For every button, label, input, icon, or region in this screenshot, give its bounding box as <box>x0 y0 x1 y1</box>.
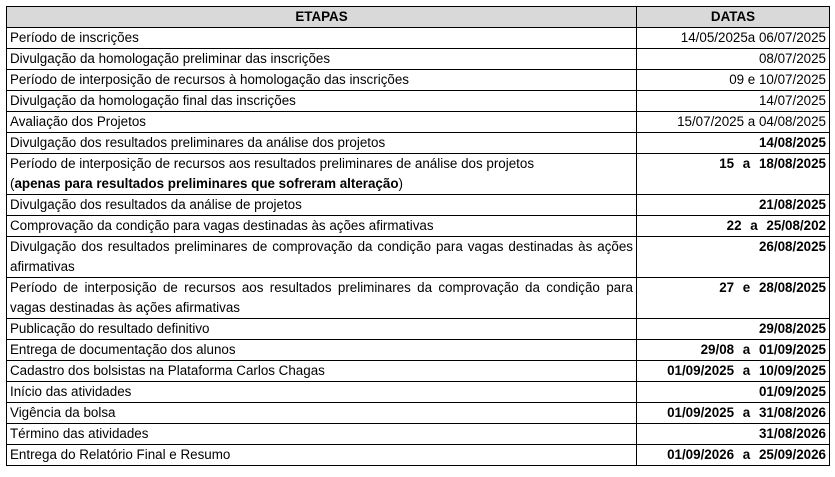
table-row <box>7 133 830 154</box>
etapa-note: apenas para resultados preliminares que sofreram alteração <box>14 176 399 191</box>
etapa-cell: Comprovação da condição para vagas destinadas às ações afirmativas <box>7 216 637 237</box>
table-row <box>7 319 830 340</box>
etapa-cell: Cadastro dos bolsistas na Plataforma Carlos Chagas <box>7 361 637 382</box>
etapa-note-close: ) <box>398 176 403 191</box>
header-etapas: ETAPAS <box>7 7 637 28</box>
etapa-cell: Divulgação dos resultados preliminares de comprovação da condição para vagas destinadas às ações afirmativas <box>7 237 637 278</box>
table-row <box>7 195 830 216</box>
etapa-cell: Entrega de documentação dos alunos <box>7 340 637 361</box>
etapa-cell: Entrega do Relatório Final e Resumo <box>7 445 637 466</box>
etapa-cell: Divulgação da homologação final das inscrições <box>7 91 637 112</box>
data-cell: 29/08 a 01/09/2025 <box>637 340 830 361</box>
table-row <box>7 278 830 319</box>
header-row <box>7 7 830 28</box>
etapa-cell: Avaliação dos Projetos <box>7 112 637 133</box>
data-cell: 29/08/2025 <box>637 319 830 340</box>
data-cell: 15/07/2025 a 04/08/2025 <box>637 112 830 133</box>
etapa-cell: Término das atividades <box>7 424 637 445</box>
etapa-cell: Divulgação da homologação preliminar das inscrições <box>7 49 637 70</box>
etapa-cell: Período de interposição de recursos à homologação das inscrições <box>7 70 637 91</box>
data-cell: 31/08/2026 <box>637 424 830 445</box>
table-row <box>7 49 830 70</box>
data-cell: 01/09/2025 a 31/08/2026 <box>637 403 830 424</box>
data-cell: 22 a 25/08/202 <box>637 216 830 237</box>
etapa-cell: Período de inscrições <box>7 28 637 49</box>
etapa-cell: Publicação do resultado definitivo <box>7 319 637 340</box>
etapa-cell: Período de interposição de recursos aos resultados preliminares da comprovação da condição para vagas destinadas às ações afirmativas <box>7 278 637 319</box>
table-row <box>7 340 830 361</box>
data-cell: 27 e 28/08/2025 <box>637 278 830 319</box>
data-cell: 21/08/2025 <box>637 195 830 216</box>
table-row <box>7 237 830 278</box>
data-cell: 01/09/2025 <box>637 382 830 403</box>
data-cell: 01/09/2026 a 25/09/2026 <box>637 445 830 466</box>
etapa-cell: Divulgação dos resultados da análise de projetos <box>7 195 637 216</box>
table-row <box>7 28 830 49</box>
table-row <box>7 361 830 382</box>
table-row <box>7 216 830 237</box>
etapa-text: Período de interposição de recursos aos resultados preliminares de análise dos projetos <box>10 156 535 171</box>
table-row <box>7 424 830 445</box>
etapa-cell: Divulgação dos resultados preliminares da análise dos projetos <box>7 133 637 154</box>
header-datas: DATAS <box>637 7 830 28</box>
data-cell: 15 a 18/08/2025 <box>637 154 830 195</box>
table-row <box>7 70 830 91</box>
schedule-table <box>6 6 830 466</box>
etapa-note-open: ( <box>10 176 15 191</box>
table-row <box>7 91 830 112</box>
etapa-cell <box>7 154 637 195</box>
table-row <box>7 403 830 424</box>
data-cell: 01/09/2025 a 10/09/2025 <box>637 361 830 382</box>
data-cell: 26/08/2025 <box>637 237 830 278</box>
data-cell: 08/07/2025 <box>637 49 830 70</box>
data-cell: 14/08/2025 <box>637 133 830 154</box>
data-cell: 14/07/2025 <box>637 91 830 112</box>
table-row <box>7 154 830 195</box>
etapa-cell: Vigência da bolsa <box>7 403 637 424</box>
table-row <box>7 382 830 403</box>
table-row <box>7 445 830 466</box>
data-cell: 09 e 10/07/2025 <box>637 70 830 91</box>
etapa-cell: Início das atividades <box>7 382 637 403</box>
data-cell: 14/05/2025a 06/07/2025 <box>637 28 830 49</box>
table-row <box>7 112 830 133</box>
